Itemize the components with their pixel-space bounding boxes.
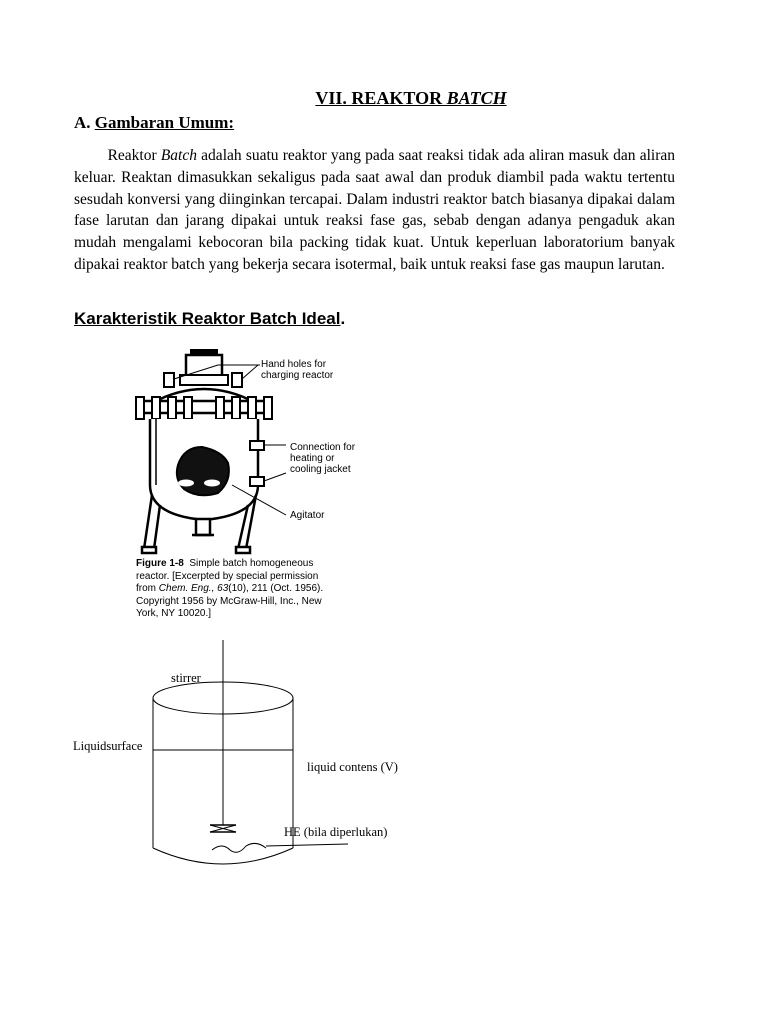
page-title: VII. REAKTOR BATCH — [315, 88, 507, 108]
label-liquid-surface: Liquidsurface — [73, 739, 143, 753]
section-title: Gambaran Umum: — [94, 113, 235, 132]
label-agitator: Agitator — [290, 510, 325, 521]
label-stirrer: stirrer — [171, 671, 201, 685]
intro-paragraph: Reaktor Batch adalah suatu reaktor yang pada saat reaksi tidak ada aliran masuk dan aliran keluar. Reaktan dimasukkan sekaligus pada saat awal dan produk diambil pada waktu tertentu sesudah konversi yang diinginkan tercapai. Dalam industri reaktor batch biasanya dipakai dalam fase larutan dan jarang dipakai untuk reaksi fase gas, sebab dengan adanya pengaduk akan mudah mengalami kebocoran bila packing tidak kuat. Untuk keperluan laboratorium banyak dipakai reaktor batch yang bekerja secara isotermal, baik untuk reaksi fase gas maupun larutan. — [74, 147, 675, 273]
section-letter: A. — [74, 113, 91, 132]
section-heading — [74, 113, 234, 133]
label-liquid-contents: liquid contens (V) — [307, 760, 398, 774]
jacket-connection-bottom — [250, 477, 264, 486]
heat-exchanger-coil — [212, 843, 266, 852]
label-hand-holes: Hand holes for charging reactor — [261, 359, 334, 381]
jacket-connection-top — [250, 441, 264, 450]
label-connection: Connection for heating or cooling jacket — [290, 442, 356, 475]
agitator-impeller — [177, 447, 229, 495]
label-heat-exchanger: HE (bila diperlukan) — [284, 825, 388, 839]
subheading: Karakteristik Reaktor Batch Ideal. — [74, 309, 346, 328]
figure-caption: Figure 1-8 Simple batch homogeneous reactor. [Excerpted by special permission from Chem. Eng., 63(10), 211 (Oct. 1956). Copyright 1956 by McGraw-Hill, Inc., New York, NY 10020.] — [136, 558, 324, 619]
